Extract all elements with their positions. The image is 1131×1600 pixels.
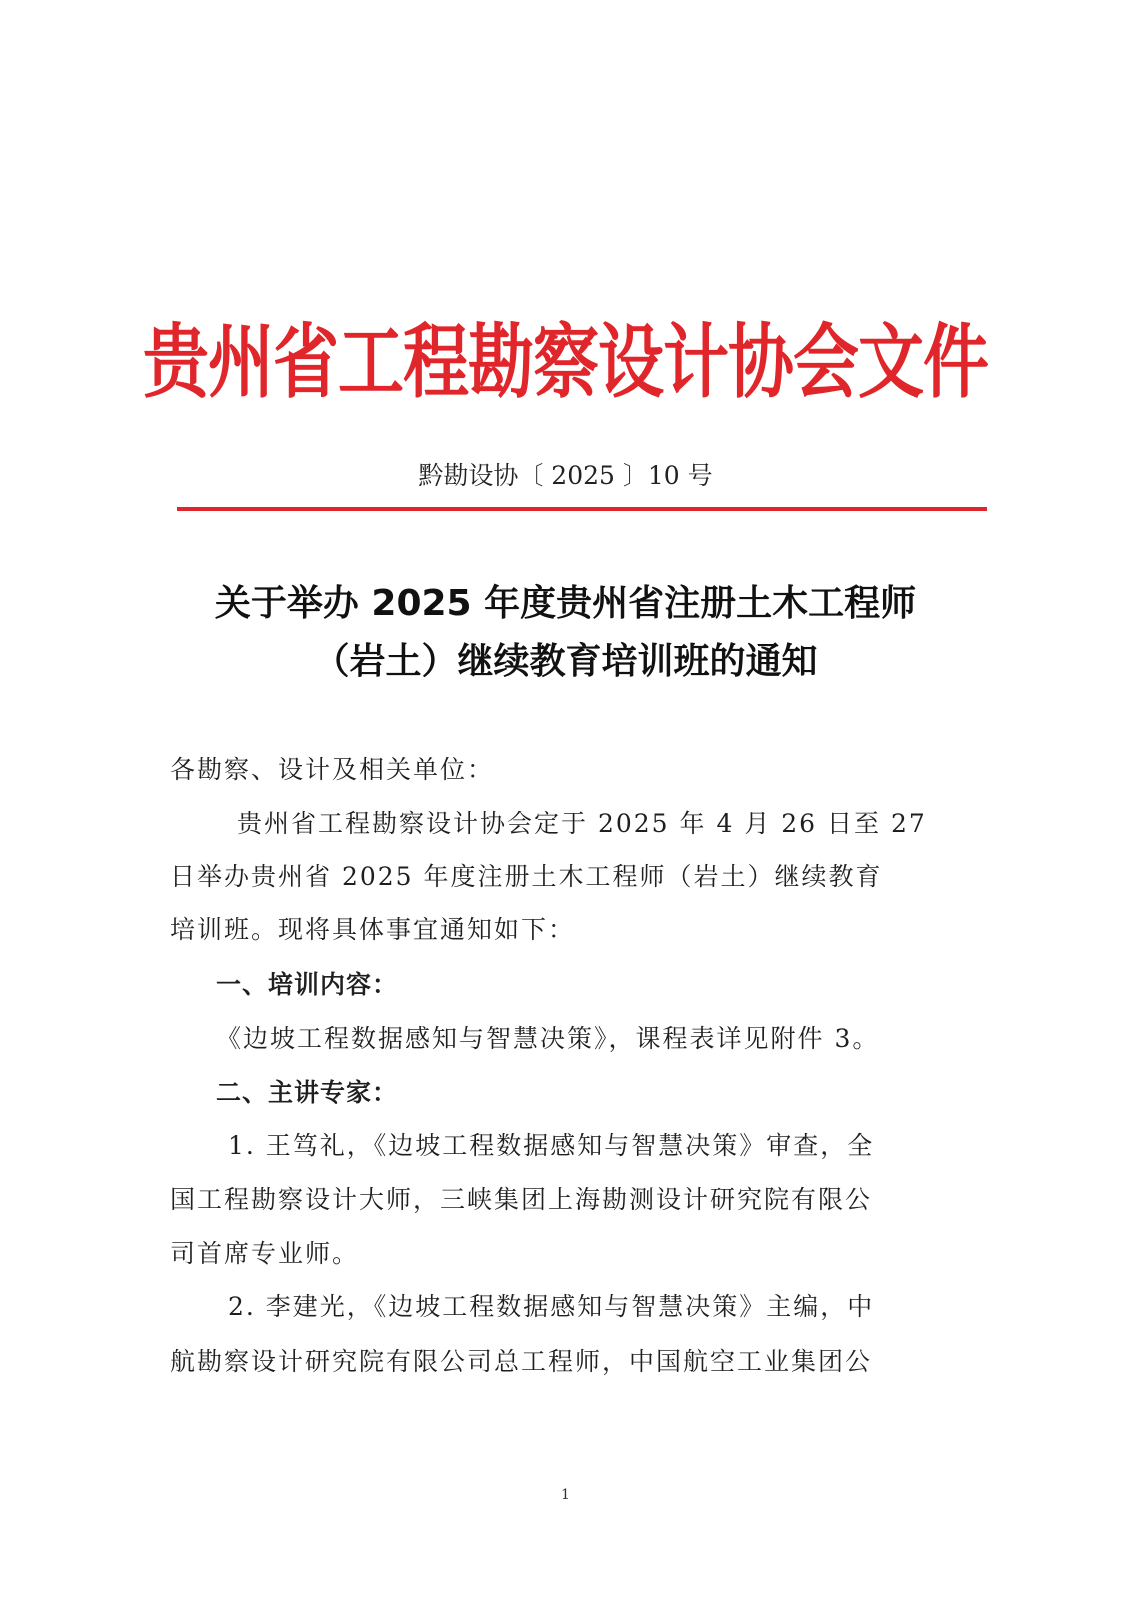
section-heading-experts: 二、主讲专家： xyxy=(216,1078,399,1107)
section-heading-training-content: 一、培训内容： xyxy=(216,970,399,999)
paragraph-line: 培训班。现将具体事宜通知如下： xyxy=(170,915,576,944)
paragraph-line: 贵州省工程勘察设计协会定于 2025 年 4 月 26 日至 27 xyxy=(237,809,927,838)
letterhead-title: 贵州省工程勘察设计协会文件 xyxy=(143,315,988,410)
expert-1-line: 国工程勘察设计大师，三峡集团上海勘测设计研究院有限公 xyxy=(170,1185,873,1214)
red-divider xyxy=(177,507,987,511)
paragraph-line: 日举办贵州省 2025 年度注册土木工程师（岩土）继续教育 xyxy=(170,862,883,891)
expert-2-line: 航勘察设计研究院有限公司总工程师，中国航空工业集团公 xyxy=(170,1347,873,1376)
document-title-line-1: 关于举办 2025 年度贵州省注册土木工程师 xyxy=(214,583,917,624)
document-title-line-2: （岩土）继续教育培训班的通知 xyxy=(313,641,818,682)
expert-1-line: 1. 王笃礼，《边坡工程数据感知与智慧决策》审查，全 xyxy=(228,1131,875,1160)
document-title xyxy=(100,575,1031,691)
expert-1-line: 司首席专业师。 xyxy=(170,1239,360,1268)
salutation: 各勘察、设计及相关单位： xyxy=(170,755,495,784)
page-number: 1 xyxy=(561,1487,570,1503)
training-course-text: 《边坡工程数据感知与智慧决策》，课程表详见附件 3。 xyxy=(216,1024,880,1053)
expert-2-line: 2. 李建光，《边坡工程数据感知与智慧决策》主编，中 xyxy=(228,1292,875,1321)
document-number: 黔勘设协〔 2025 〕10 号 xyxy=(418,461,713,490)
